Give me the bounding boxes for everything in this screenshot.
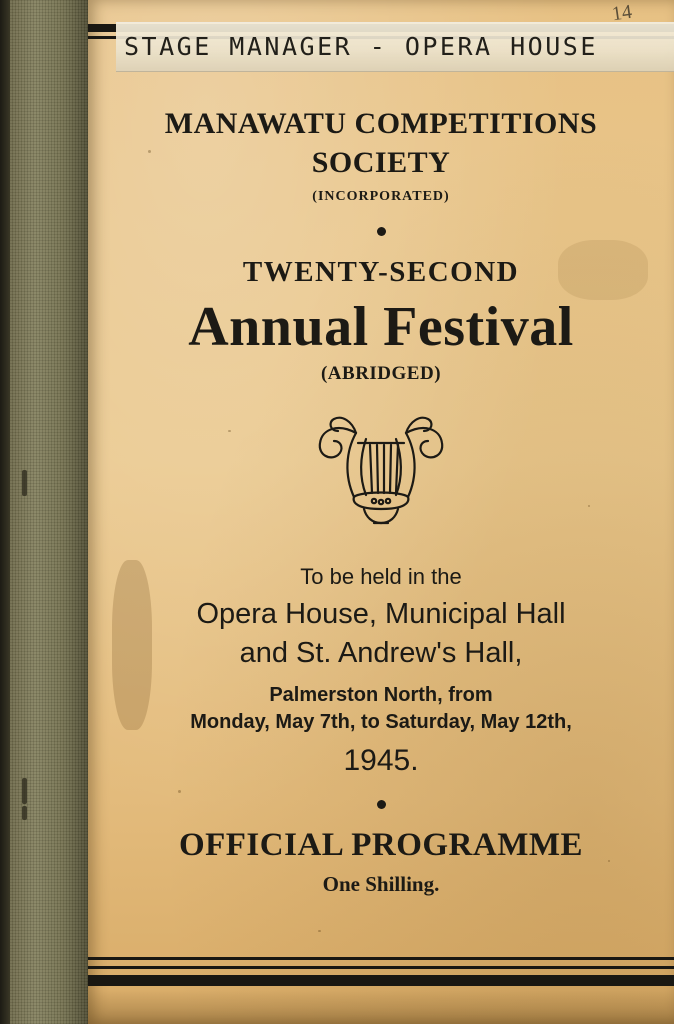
held-in-text: To be held in the — [300, 564, 462, 590]
abridged-label: (ABRIDGED) — [320, 363, 442, 385]
society-name-line1: MANAWATU COMPETITIONS — [164, 107, 598, 140]
official-programme-label: OFFICIAL PROGRAMME — [178, 827, 584, 864]
bottom-rule-thin-2 — [88, 966, 674, 969]
bottom-rule-group — [88, 957, 674, 986]
tape-label-text: STAGE MANAGER - OPERA HOUSE — [124, 32, 598, 61]
festival-title: Annual Festival — [188, 296, 574, 359]
tape-label-strip — [116, 22, 674, 72]
society-name-line2: SOCIETY — [311, 145, 451, 179]
incorporated-label: (INCORPORATED) — [312, 189, 450, 205]
price-label: One Shilling. — [322, 872, 440, 897]
spine-stitch — [22, 470, 27, 496]
bottom-rule-thin-1 — [88, 957, 674, 960]
cover-content — [88, 92, 674, 897]
ornament-dot-upper — [377, 227, 386, 236]
lyre-ornament-icon — [286, 399, 476, 529]
year-line: 1945. — [343, 744, 419, 778]
spine-edge — [0, 0, 10, 1024]
spine-stitch — [22, 778, 27, 804]
venue-line-1: Opera House, Municipal Hall — [196, 598, 566, 631]
bottom-rule-thick — [88, 975, 674, 986]
venue-line-2: and St. Andrew's Hall, — [239, 637, 523, 670]
spine-stitch — [22, 806, 27, 820]
city-line: Palmerston North, from — [269, 684, 493, 707]
dates-line: Monday, May 7th, to Saturday, May 12th, — [190, 711, 572, 734]
programme-cover-page — [88, 0, 674, 1024]
handwritten-corner-number: 14 — [610, 0, 634, 26]
ornament-dot-lower — [377, 800, 386, 809]
book-spine — [0, 0, 88, 1024]
edition-label: TWENTY-SECOND — [242, 256, 520, 289]
